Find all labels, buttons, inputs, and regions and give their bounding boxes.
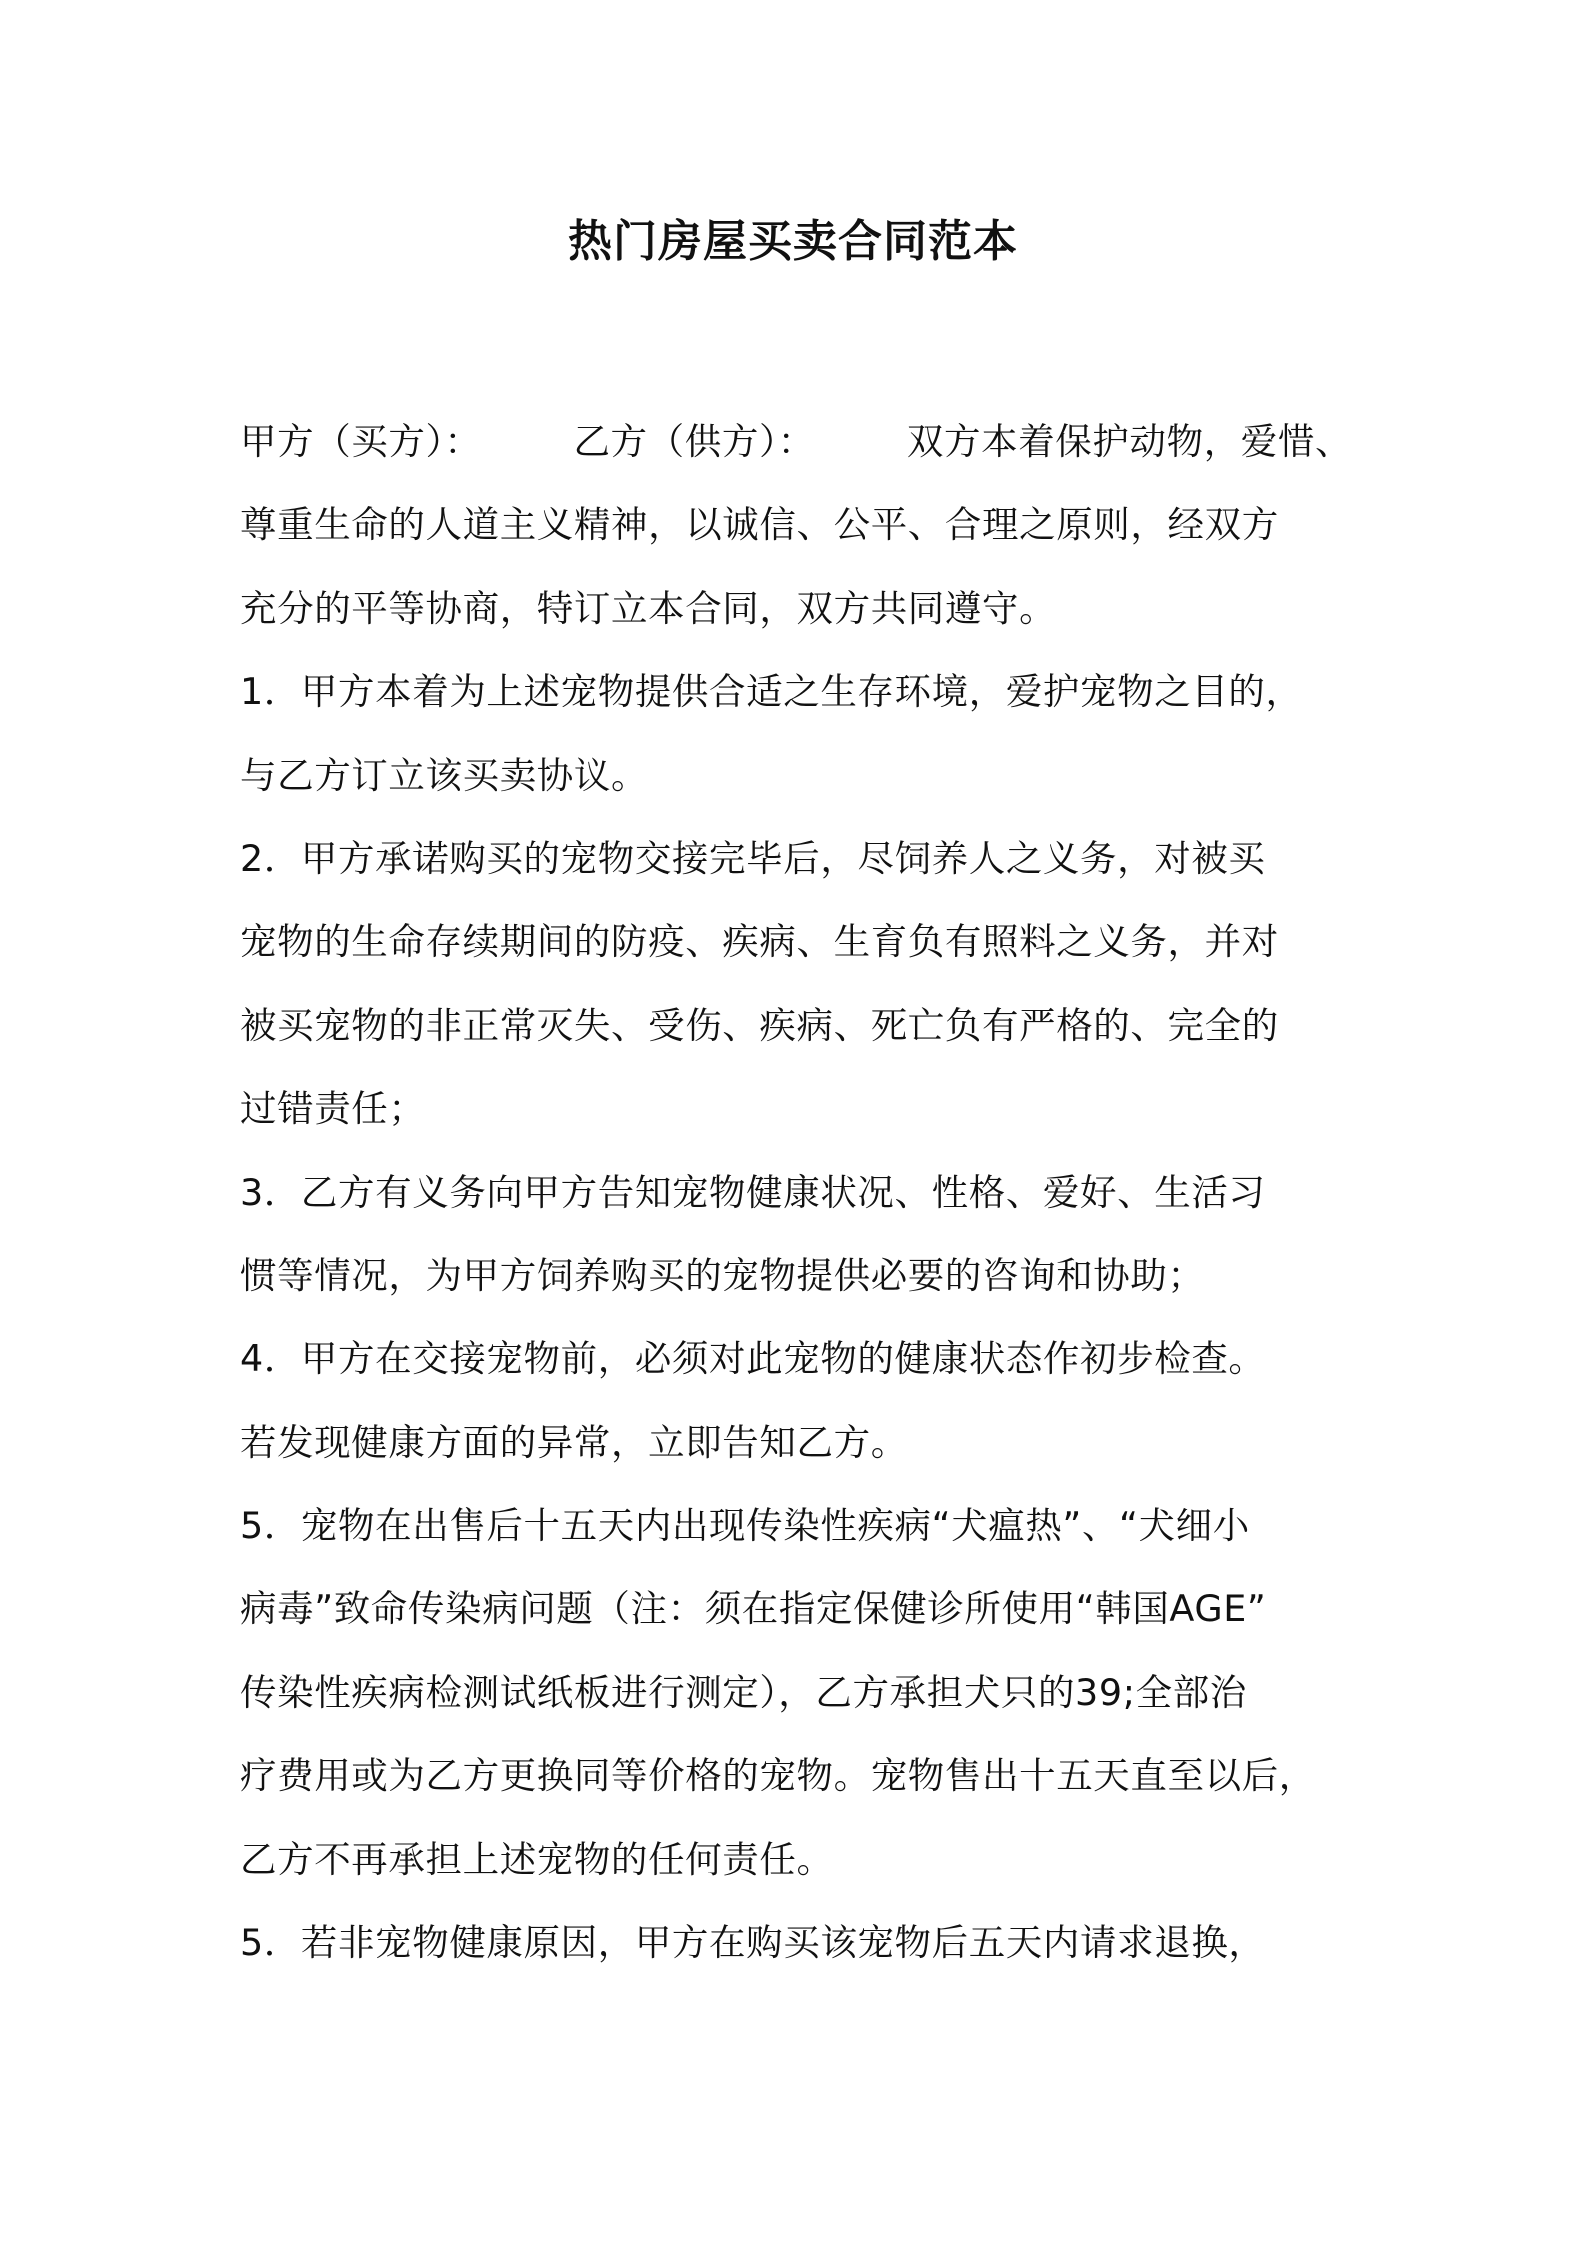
parties-line — [240, 400, 1370, 483]
body-line: 2．甲方承诺购买的宠物交接完毕后，尽饲养人之义务，对被买 — [240, 836, 1266, 880]
body-line: 乙方不再承担上述宠物的任何责任。 — [240, 1837, 834, 1881]
body-line: 与乙方订立该买卖协议。 — [240, 753, 649, 797]
body-line: 1．甲方本着为上述宠物提供合适之生存环境，爱护宠物之目的， — [240, 670, 1303, 714]
body-line: 5．若非宠物健康原因，甲方在购买该宠物后五天内请求退换， — [240, 1921, 1266, 1965]
body-line: 病毒”致命传染病问题（注：须在指定保健诊所使用“韩国AGE” — [240, 1587, 1267, 1631]
body-line: 宠物的生命存续期间的防疫、疾病、生育负有照料之义务，并对 — [240, 920, 1279, 964]
body-line: 疗费用或为乙方更换同等价格的宠物。宠物售出十五天直至以后， — [240, 1754, 1316, 1798]
body-line: 惯等情况，为甲方饲养购买的宠物提供必要的咨询和协助； — [240, 1253, 1205, 1297]
body-line: 5．宠物在出售后十五天内出现传染性疾病“犬瘟热”、“犬细小 — [240, 1504, 1250, 1548]
body-line: 传染性疾病检测试纸板进行测定），乙方承担犬只的39;全部治 — [240, 1670, 1247, 1714]
body-line: 3．乙方有义务向甲方告知宠物健康状况、性格、爱好、生活习 — [240, 1170, 1266, 1214]
body-line: 若发现健康方面的异常，立即告知乙方。 — [240, 1420, 908, 1464]
contract-body — [240, 400, 1370, 1984]
party-a-label: 甲方（买方）： — [240, 420, 482, 463]
document-title: 热门房屋买卖合同范本 — [568, 216, 1018, 267]
body-line: 充分的平等协商，特订立本合同，双方共同遵守。 — [240, 586, 1057, 630]
body-line: 4．甲方在交接宠物前，必须对此宠物的健康状态作初步检查。 — [240, 1337, 1266, 1381]
body-line: 被买宠物的非正常灭失、受伤、疾病、死亡负有严格的、完全的 — [240, 1003, 1279, 1047]
party-b-label: 乙方（供方）： — [573, 420, 815, 463]
intro-text: 双方本着保护动物，爱惜、 — [906, 420, 1353, 463]
body-line: 过错责任； — [240, 1087, 426, 1131]
body-line: 尊重生命的人道主义精神，以诚信、公平、合理之原则，经双方 — [240, 503, 1279, 547]
